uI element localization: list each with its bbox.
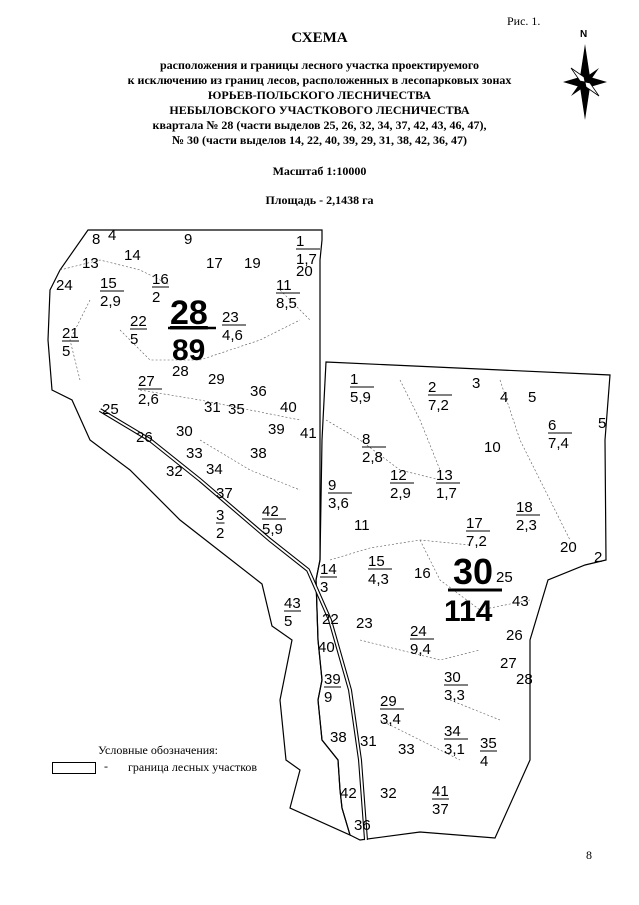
- parcel-label: [594, 549, 602, 566]
- parcel-area: 3,1: [444, 741, 465, 758]
- parcel-area: 4,3: [368, 571, 389, 588]
- parcel-number: 4: [500, 389, 509, 406]
- parcel-label: [206, 461, 223, 478]
- parcel-area: 4: [480, 753, 489, 770]
- parcel-label: [250, 383, 267, 400]
- parcel-label: [62, 325, 79, 360]
- parcel-label: [350, 371, 374, 406]
- parcel-area: 2,6: [138, 391, 159, 408]
- parcel-label: [410, 623, 434, 658]
- parcel-area: 37: [432, 801, 449, 818]
- parcel-label: [368, 553, 392, 588]
- parcel-label: [500, 389, 508, 406]
- parcel-label: [428, 379, 452, 414]
- parcel-number: 5: [598, 415, 607, 432]
- parcel-label: [284, 595, 301, 630]
- parcel-label: [380, 693, 404, 728]
- parcel-number: 17: [206, 255, 223, 272]
- parcel-label: [436, 467, 460, 502]
- parcel-number: 32: [166, 463, 183, 480]
- parcel-number: 5: [528, 389, 537, 406]
- subtitle-line-6: № 30 (части выделов 14, 22, 40, 39, 29, 31, 38, 42, 36, 47): [171, 133, 468, 147]
- parcel-label: [506, 627, 523, 644]
- parcel-label: [216, 507, 225, 542]
- parcel-label: [496, 569, 513, 586]
- parcel-label: [206, 255, 223, 272]
- parcel-number: 14: [320, 561, 337, 578]
- quarter-30-number: 30: [453, 551, 494, 592]
- parcel-number: 42: [340, 785, 357, 802]
- parcel-number: 4: [108, 227, 117, 244]
- parcel-label: [322, 611, 339, 628]
- parcel-number: 18: [516, 499, 533, 516]
- parcel-number: 10: [484, 439, 501, 456]
- parcel-label: [444, 723, 468, 758]
- parcel-label: [204, 399, 221, 416]
- parcel-number: 30: [444, 669, 461, 686]
- parcel-number: 9: [184, 231, 193, 248]
- subtitle-line-3: ЮРЬЕВ-ПОЛЬСКОГО ЛЕСНИЧЕСТВА: [207, 88, 432, 102]
- parcel-label: [102, 401, 119, 418]
- parcel-label: [528, 389, 536, 406]
- parcel-number: 13: [436, 467, 453, 484]
- quarter-30-area: 114: [444, 595, 493, 628]
- parcel-label: [330, 729, 347, 746]
- parcel-number: 31: [360, 733, 377, 750]
- parcel-number: 28: [516, 671, 533, 688]
- parcel-label: [92, 231, 100, 248]
- parcel-number: 1: [350, 371, 359, 388]
- legend-boundary-label: граница лесных участков: [128, 760, 258, 774]
- parcel-label: [390, 467, 414, 502]
- parcel-number: 9: [328, 477, 337, 494]
- parcel-label: [276, 277, 300, 312]
- parcel-area: 1,7: [436, 485, 457, 502]
- parcel-area: 2,9: [100, 293, 121, 310]
- parcel-number: 38: [250, 445, 267, 462]
- parcel-label: [56, 277, 73, 294]
- parcel-number: 37: [216, 485, 233, 502]
- parcel-number: 33: [398, 741, 415, 758]
- parcel-number: 19: [244, 255, 261, 272]
- parcel-label: [516, 671, 533, 688]
- parcel-label: [360, 733, 377, 750]
- parcel-area: 3,3: [444, 687, 465, 704]
- parcel-label: [184, 231, 192, 248]
- parcel-area: 2: [216, 525, 225, 542]
- compass-rose-icon: [555, 44, 615, 120]
- subtitle-line-1: расположения и границы лесного участка проектируемого: [159, 58, 480, 72]
- parcel-number: 2: [594, 549, 603, 566]
- parcel-number: 35: [228, 401, 245, 418]
- parcel-label: [548, 417, 572, 452]
- map-title: СХЕМА: [291, 30, 348, 46]
- parcel-label: [228, 401, 245, 418]
- parcel-number: 36: [354, 817, 371, 834]
- parcel-number: 26: [136, 429, 153, 446]
- parcel-area: 3,4: [380, 711, 401, 728]
- parcel-label: [250, 445, 267, 462]
- parcel-number: 16: [414, 565, 431, 582]
- parcel-number: 15: [100, 275, 117, 292]
- parcel-area: 5,9: [262, 521, 283, 538]
- parcel-label: [472, 375, 480, 392]
- legend-title: Условные обозначения:: [98, 743, 219, 757]
- parcel-label: [466, 515, 490, 550]
- parcel-label: [320, 561, 337, 596]
- parcel-number: 2: [428, 379, 437, 396]
- parcel-label: [100, 275, 124, 310]
- parcel-label: [108, 227, 116, 244]
- parcel-label: [380, 785, 397, 802]
- parcel-number: 24: [56, 277, 73, 294]
- parcel-number: 29: [208, 371, 225, 388]
- parcel-area: 2,8: [362, 449, 383, 466]
- parcel-label: [216, 485, 233, 502]
- parcel-label: [444, 669, 468, 704]
- parcel-number: 23: [356, 615, 373, 632]
- compass-n-label: N: [580, 29, 588, 40]
- parcel-label: [82, 255, 99, 272]
- parcel-number: 21: [62, 325, 79, 342]
- parcel-number: 11: [276, 277, 292, 294]
- parcel-area: 4,6: [222, 327, 243, 344]
- parcel-area: 2,3: [516, 517, 537, 534]
- area-text: Площадь - 2,1438 га: [265, 193, 374, 207]
- parcel-label: [354, 517, 370, 534]
- parcel-number: 41: [432, 783, 449, 800]
- parcel-number: 20: [560, 539, 577, 556]
- parcel-label: [136, 429, 153, 446]
- parcel-label: [414, 565, 431, 582]
- parcel-number: 8: [92, 231, 101, 248]
- parcel-number: 11: [354, 517, 370, 534]
- parcel-label: [152, 271, 169, 306]
- parcel-area: 9,4: [410, 641, 431, 658]
- parcel-number: 28: [172, 363, 189, 380]
- parcel-area: 3,6: [328, 495, 349, 512]
- parcel-label: [356, 615, 373, 632]
- parcel-label: [300, 425, 317, 442]
- scale-text: Масштаб 1:10000: [272, 164, 367, 178]
- quarter-28-number: 28: [170, 294, 208, 332]
- parcel-number: 27: [138, 373, 155, 390]
- parcel-label: [208, 371, 225, 388]
- parcel-area: 2,9: [390, 485, 411, 502]
- parcel-label: [280, 399, 297, 416]
- parcel-number: 14: [124, 247, 141, 264]
- parcel-label: [324, 671, 341, 706]
- subtitle-line-5: квартала № 28 (части выделов 25, 26, 32, 34, 37, 42, 43, 46, 47),: [152, 118, 487, 132]
- parcel-area: 5: [284, 613, 293, 630]
- parcel-number: 15: [368, 553, 385, 570]
- parcel-label: [244, 255, 261, 272]
- parcel-number: 22: [130, 313, 147, 330]
- parcel-number: 22: [322, 611, 339, 628]
- parcel-number: 16: [152, 271, 169, 288]
- parcel-label: [176, 423, 193, 440]
- parcel-label: [560, 539, 577, 556]
- parcel-label: [362, 431, 386, 466]
- legend-boundary-swatch: [52, 762, 96, 774]
- parcel-label: [432, 783, 449, 818]
- parcel-area: 5,9: [350, 389, 371, 406]
- parcel-number: 40: [280, 399, 297, 416]
- parcel-number: 23: [222, 309, 239, 326]
- parcel-number: 25: [102, 401, 119, 418]
- parcel-number: 8: [362, 431, 371, 448]
- parcel-label: [130, 313, 147, 348]
- parcel-area: 5: [62, 343, 71, 360]
- parcel-label: [480, 735, 497, 770]
- parcel-number: 41: [300, 425, 317, 442]
- parcel-number: 3: [472, 375, 481, 392]
- parcel-label: [500, 655, 517, 672]
- parcel-number: 42: [262, 503, 279, 520]
- parcel-number: 6: [548, 417, 557, 434]
- parcel-number: 13: [82, 255, 99, 272]
- parcel-label: [262, 503, 286, 538]
- parcel-label: [484, 439, 501, 456]
- parcel-area: 3: [320, 579, 329, 596]
- quarter-28-area: 89: [172, 334, 206, 367]
- parcel-number: 20: [296, 263, 313, 280]
- parcel-number: 39: [324, 671, 341, 688]
- subtitle-line-4: НЕБЫЛОВСКОГО УЧАСТКОВОГО ЛЕСНИЧЕСТВА: [169, 103, 470, 117]
- parcel-number: 36: [250, 383, 267, 400]
- parcel-area: 5: [130, 331, 139, 348]
- figure-label: Рис. 1.: [507, 14, 541, 28]
- parcel-number: 34: [206, 461, 223, 478]
- parcel-number: 31: [204, 399, 221, 416]
- parcel-number: 3: [216, 507, 225, 524]
- parcel-number: 17: [466, 515, 483, 532]
- parcel-number: 35: [480, 735, 497, 752]
- parcel-area: 7,2: [428, 397, 449, 414]
- parcel-number: 30: [176, 423, 193, 440]
- parcel-area: 9: [324, 689, 333, 706]
- legend-dash: -: [104, 759, 108, 773]
- parcel-label: [318, 639, 335, 656]
- parcel-label: [354, 817, 371, 834]
- parcel-label: [512, 593, 529, 610]
- parcel-number: 32: [380, 785, 397, 802]
- page-number: 8: [586, 848, 592, 862]
- parcel-label: [340, 785, 357, 802]
- parcel-number: 38: [330, 729, 347, 746]
- parcel-label: [398, 741, 415, 758]
- parcel-label: [328, 477, 352, 512]
- parcel-number: 12: [390, 467, 407, 484]
- parcel-area: 1,7: [296, 251, 317, 268]
- parcel-number: 1: [296, 233, 305, 250]
- parcel-label: [296, 263, 313, 280]
- parcel-number: 34: [444, 723, 461, 740]
- parcel-number: 39: [268, 421, 285, 438]
- parcel-label: [138, 373, 162, 408]
- parcel-label: [598, 415, 606, 432]
- parcel-number: 26: [506, 627, 523, 644]
- parcel-number: 33: [186, 445, 203, 462]
- parcel-area: 7,4: [548, 435, 569, 452]
- parcel-number: 25: [496, 569, 513, 586]
- parcel-number: 43: [512, 593, 529, 610]
- parcel-label: [172, 363, 189, 380]
- parcel-number: 24: [410, 623, 427, 640]
- parcel-number: 40: [318, 639, 335, 656]
- parcel-label: [516, 499, 540, 534]
- parcel-label: [166, 463, 183, 480]
- parcel-area: 2: [152, 289, 161, 306]
- parcel-label: [186, 445, 203, 462]
- parcel-area: 7,2: [466, 533, 487, 550]
- parcel-area: 8,5: [276, 295, 297, 312]
- subtitle-line-2: к исключению из границ лесов, расположенных в лесопарковых зонах: [127, 73, 512, 87]
- parcel-label: [222, 309, 246, 344]
- parcel-number: 43: [284, 595, 301, 612]
- parcel-number: 27: [500, 655, 517, 672]
- parcel-label: [268, 421, 285, 438]
- parcel-label: [124, 247, 141, 264]
- parcel-number: 29: [380, 693, 397, 710]
